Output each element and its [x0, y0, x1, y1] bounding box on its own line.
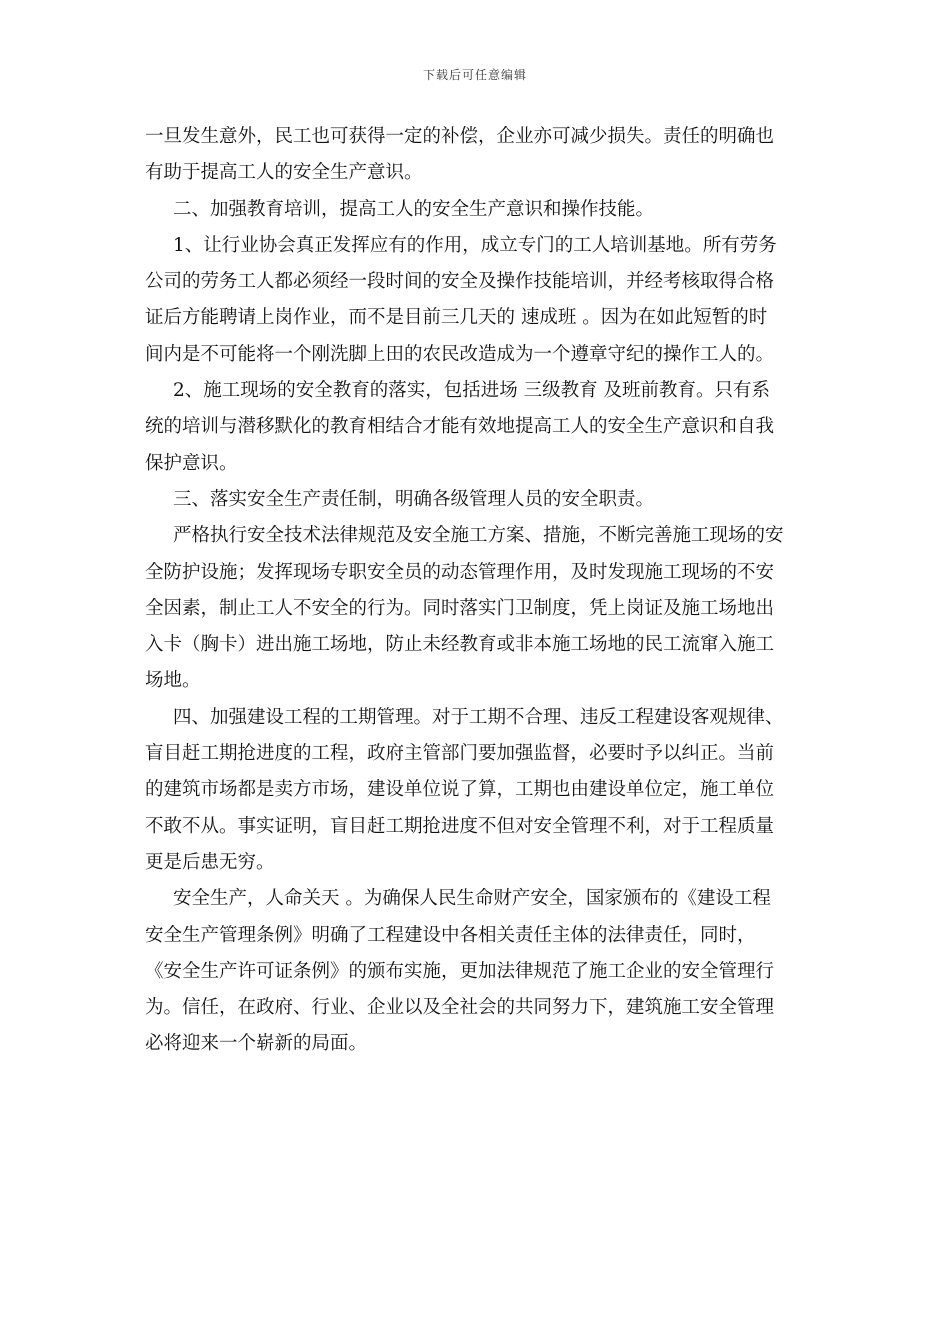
document-body [145, 119, 809, 1063]
text-line: 更是后患无穷。 [145, 851, 275, 873]
text-line: 间内是不可能将一个刚洗脚上田的农民改造成为一个遵章守纪的操作工人的。 [145, 343, 775, 365]
text-line: 一旦发生意外，民工也可获得一定的补偿，企业亦可减少损失。责任的明确也 [145, 126, 775, 147]
text-line: 全防护设施；发挥现场专职安全员的动态管理作用，及时发现施工现场的不安 [145, 561, 775, 583]
text-line: 全因素，制止工人不安全的行为。同时落实门卫制度，凭上岗证及施工场地出 [145, 597, 775, 619]
paragraph-8 [145, 881, 809, 1062]
text-line: 有助于提高工人的安全生产意识。 [145, 162, 423, 184]
text-line: 安全生产管理条例》明确了工程建设中各相关责任主体的法律责任，同时， [145, 924, 756, 946]
text-line: 盲目赶工期抢进度的工程，政府主管部门要加强监督，必要时予以纠正。当前 [145, 743, 775, 765]
text-line: 1、让行业协会真正发挥应有的作用，成立专门的工人培训基地。所有劳务 [173, 234, 777, 256]
text-line: 的建筑市场都是卖方市场，建设单位说了算，工期也由建设单位定，施工单位 [145, 779, 775, 801]
section-heading: 二、加强教育培训，提高工人的安全生产意识和操作技能。 [173, 198, 655, 220]
text-line: 严格执行安全技术法律规范及安全施工方案、措施，不断完善施工现场的安 [173, 525, 784, 547]
text-line: 入卡（胸卡）进出施工场地，防止未经教育或非本施工场地的民工流窜入施工 [145, 634, 775, 656]
text-line: 证后方能聘请上岗作业，而不是目前三几天的 速成班 。因为在如此短暂的时 [145, 307, 768, 329]
text-line: 公司的劳务工人都必须经一段时间的安全及操作技能培训，并经考核取得合格 [145, 271, 775, 293]
text-line: 2、施工现场的安全教育的落实，包括进场 三级教育 及班前教育。只有系 [173, 380, 771, 402]
text-line: 保护意识。 [145, 452, 238, 474]
text-line: 四、加强建设工程的工期管理。对于工期不合理、违反工程建设客观规律、 [173, 706, 784, 728]
text-line: 不敢不从。事实证明，盲目赶工期抢进度不但对安全管理不利，对于工程质量 [145, 815, 775, 837]
text-line: 安全生产，人命关天 。为确保人民生命财产安全，国家颁布的《建设工程 [173, 888, 771, 910]
paragraph-7 [145, 700, 809, 881]
paragraph-1 [145, 119, 809, 192]
paragraph-6 [145, 518, 809, 699]
text-line: 统的培训与潜移默化的教育相结合才能有效地提高工人的安全生产意识和自我 [145, 416, 775, 438]
paragraph-5 [145, 482, 809, 518]
text-line: 为。信任，在政府、行业、企业以及全社会的共同努力下，建筑施工安全管理 [145, 997, 775, 1019]
text-line: 场地。 [145, 670, 201, 692]
paragraph-2 [145, 192, 809, 228]
text-line: 必将迎来一个崭新的局面。 [145, 1033, 368, 1055]
page-header: 下载后可任意编辑 [422, 68, 527, 82]
paragraph-3 [145, 228, 809, 373]
section-heading: 三、落实安全生产责任制，明确各级管理人员的安全职责。 [173, 488, 655, 510]
paragraph-4 [145, 373, 809, 482]
text-line: 《安全生产许可证条例》的颁布实施，更加法律规范了施工企业的安全管理行 [145, 960, 775, 982]
